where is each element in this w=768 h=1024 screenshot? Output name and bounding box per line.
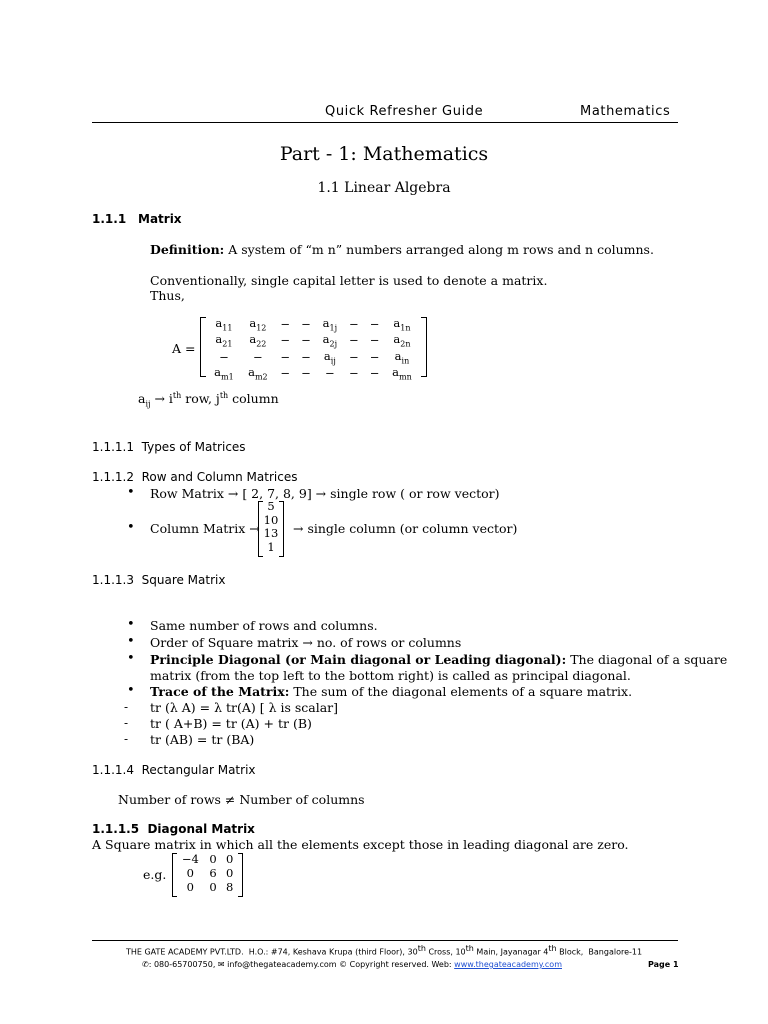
header-subject: Mathematics: [580, 104, 671, 119]
bullet-icon: •: [127, 683, 135, 698]
definition-label: Definition:: [150, 242, 225, 257]
matrix-cell: $a_{mn}$: [392, 364, 412, 382]
section-title: Row and Column Matrices: [141, 470, 298, 484]
principal-diagonal-text: The diagonal of a square: [566, 652, 728, 667]
section-number: 1.1.1.5: [92, 822, 140, 836]
conventionally-text: Conventionally, single capital letter is used to denote a matrix.: [150, 273, 548, 288]
matrix-a-row: [207, 349, 419, 365]
section-title: Diagonal Matrix: [147, 822, 255, 836]
section-1-1-1-1: [92, 440, 246, 454]
column-matrix-value: 13: [263, 526, 279, 540]
matrix-cell: −: [348, 366, 359, 381]
section-number: 1.1.1.3: [92, 573, 134, 587]
diagonal-matrix: [176, 852, 238, 894]
aij-explanation: $a_{ij} \to i^{th}$ row, $j^{th}$ column: [138, 391, 279, 409]
section-title: Rectangular Matrix: [141, 763, 256, 777]
matrix-cell: $a_{m1}$: [214, 364, 234, 382]
page-subtitle: 1.1 Linear Algebra: [317, 180, 451, 196]
section-1-1-1-3: [92, 573, 225, 587]
principal-diagonal-label: Principle Diagonal (or Main diagonal or Leading diagonal):: [150, 652, 567, 667]
bullet-icon: •: [127, 634, 135, 649]
matrix-cell: −: [253, 349, 263, 364]
trace-property-3: tr (AB) = tr (BA): [150, 732, 255, 747]
definition-text: A system of “m n” numbers arranged along m rows and n columns.: [224, 242, 654, 257]
matrix-a-right-bracket: [421, 317, 427, 377]
diagonal-row: [176, 866, 238, 880]
matrix-cell: −: [369, 349, 380, 364]
trace-property-1: tr (λ A) = λ tr(A) [ λ is scalar]: [150, 700, 339, 715]
section-title: Types of Matrices: [141, 440, 246, 454]
principal-diagonal-line2: matrix (from the top left to the bottom right) is called as principal diagonal.: [150, 668, 631, 683]
matrix-cell: $a_{12}$: [249, 316, 267, 333]
matrix-cell: −: [369, 317, 380, 332]
column-matrix-value: 5: [267, 499, 275, 513]
matrix-cell: 0: [186, 866, 194, 880]
trace-text: The sum of the diagonal elements of a square matrix.: [289, 684, 633, 699]
thus-text: Thus,: [150, 288, 185, 303]
dash-marker: -: [124, 732, 129, 746]
matrix-cell: $a_{in}$: [394, 348, 410, 365]
footer-rule: [92, 940, 678, 941]
column-matrix-label: Column Matrix →: [150, 521, 260, 536]
matrix-cell: $a_{m2}$: [248, 364, 268, 382]
matrix-cell: −: [280, 333, 290, 348]
footer-contact: [142, 960, 562, 969]
matrix-cell: $a_{1n}$: [393, 316, 411, 333]
footer-contact-text: ✆: 080-65700750, ✉ info@thegateacademy.com © Copyright reserved. Web:: [142, 960, 455, 969]
matrix-cell: $a_{1j}$: [322, 316, 338, 333]
matrix-cell: 6: [209, 866, 217, 880]
column-matrix-values: [262, 500, 280, 554]
matrix-cell: 0: [226, 866, 234, 880]
square-bullet-1: Same number of rows and columns.: [150, 618, 378, 633]
matrix-cell: −: [369, 366, 380, 381]
section-1-1-1-number: 1.1.1: [92, 212, 127, 226]
principal-diagonal-line1: [150, 652, 727, 667]
matrix-cell: −: [301, 317, 311, 332]
matrix-cell: $a_{21}$: [215, 332, 233, 349]
definition-line: [150, 242, 654, 257]
section-number: 1.1.1.1: [92, 440, 134, 454]
trace-property-2: tr ( A+B) = tr (A) + tr (B): [150, 716, 312, 731]
section-title: Square Matrix: [141, 573, 226, 587]
bullet-icon: •: [127, 520, 135, 535]
matrix-cell: −: [348, 333, 359, 348]
matrix-a: [207, 316, 419, 381]
matrix-cell: −: [348, 349, 359, 364]
column-matrix-value: 1: [267, 539, 275, 554]
matrix-cell: −: [301, 333, 311, 348]
diagonal-definition: A Square matrix in which all the elements except those in leading diagonal are zero.: [92, 837, 629, 852]
section-1-1-1-2: [92, 470, 297, 484]
header-guide: Quick Refresher Guide: [325, 104, 484, 119]
column-matrix-value: 10: [263, 512, 279, 527]
matrix-cell: 8: [226, 880, 234, 894]
section-1-1-1-title: Matrix: [138, 212, 182, 226]
trace-line: [150, 684, 632, 699]
matrix-cell: $a_{2j}$: [322, 332, 338, 349]
matrix-cell: −4: [181, 852, 199, 866]
matrix-cell: −: [325, 366, 335, 381]
matrix-cell: 0: [226, 852, 234, 866]
diagonal-eg-label: e.g.: [143, 867, 167, 882]
matrix-a-row: [207, 365, 419, 381]
section-1-1-1-4: [92, 763, 256, 777]
matrix-cell: 0: [209, 880, 217, 894]
matrix-a-label: A =: [172, 341, 196, 356]
trace-label: Trace of the Matrix:: [150, 684, 290, 699]
row-matrix-item: Row Matrix → [ 2, 7, 8, 9] → single row ( or row vector): [150, 486, 500, 501]
header-rule: [92, 122, 678, 123]
matrix-cell: $a_{ij}$: [323, 348, 336, 365]
footer-address: THE GATE ACADEMY PVT.LTD. H.O.: #74, Keshava Krupa (third Floor), 30th Cross, 10th Main, Jayanagar 4th Block, Bangalore-11: [125, 944, 643, 957]
matrix-cell: $a_{11}$: [215, 316, 233, 333]
matrix-cell: 0: [186, 880, 194, 894]
matrix-cell: −: [348, 317, 359, 332]
matrix-cell: $a_{22}$: [249, 332, 267, 349]
section-1-1-1-5: [92, 822, 255, 836]
column-matrix-text: → single column (or column vector): [293, 521, 518, 536]
page-title: Part - 1: Mathematics: [279, 143, 489, 165]
matrix-a-row: [207, 316, 419, 332]
rectangular-text: Number of rows ≠ Number of columns: [118, 792, 365, 807]
bullet-icon: •: [127, 617, 135, 632]
section-number: 1.1.1.4: [92, 763, 134, 777]
section-number: 1.1.1.2: [92, 470, 134, 484]
footer-web-link[interactable]: www.thegateacademy.com: [454, 960, 562, 969]
diagonal-row: [176, 880, 238, 894]
page-number: Page 1: [648, 960, 679, 969]
bullet-icon: •: [127, 651, 135, 666]
matrix-cell: −: [369, 333, 380, 348]
matrix-a-left-bracket: [200, 317, 206, 377]
matrix-cell: −: [280, 349, 290, 364]
dash-marker: -: [124, 716, 129, 730]
bullet-icon: •: [127, 485, 135, 500]
matrix-cell: −: [280, 366, 290, 381]
diagonal-right-bracket: [238, 853, 243, 897]
matrix-a-row: [207, 332, 419, 348]
matrix-cell: 0: [209, 852, 217, 866]
matrix-cell: −: [301, 366, 311, 381]
diagonal-row: [176, 852, 238, 866]
matrix-cell: −: [301, 349, 311, 364]
matrix-cell: −: [219, 349, 229, 364]
square-bullet-2: Order of Square matrix → no. of rows or columns: [150, 635, 462, 650]
matrix-cell: −: [280, 317, 290, 332]
dash-marker: -: [124, 700, 129, 714]
matrix-cell: $a_{2n}$: [393, 332, 411, 349]
